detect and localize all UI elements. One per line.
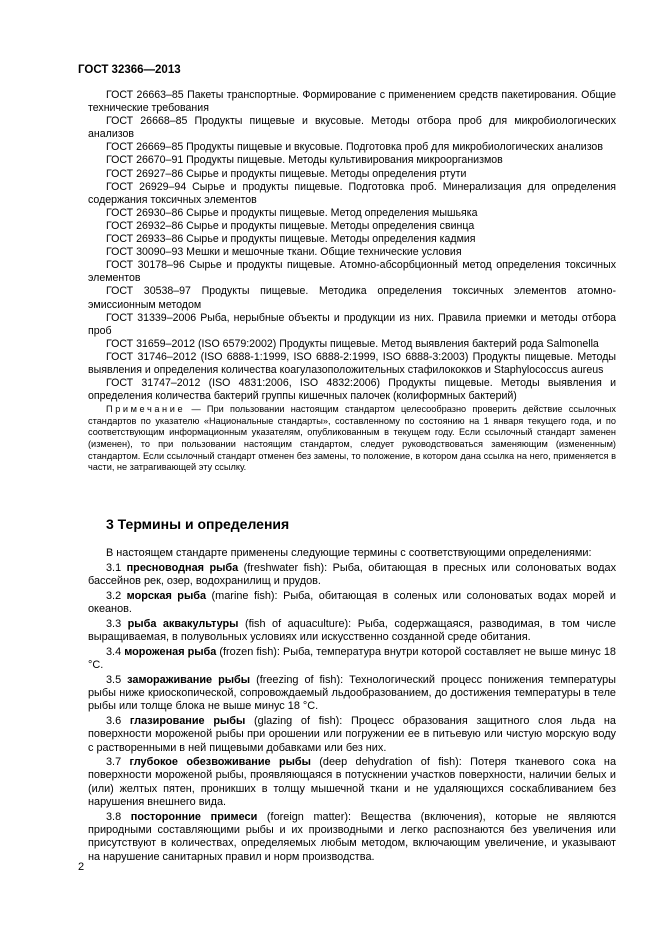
page-number: 2 bbox=[78, 861, 85, 873]
term-name: мороженая рыба bbox=[124, 645, 217, 658]
term-item bbox=[88, 646, 616, 673]
term-number: 3.8 bbox=[106, 810, 122, 823]
term-number: 3.3 bbox=[106, 617, 122, 630]
term-name: пресноводная рыба bbox=[126, 561, 239, 574]
reference-item: ГОСТ 31659–2012 (ISO 6579:2002) Продукты пищевые. Метод выявления бактерий рода Salmonella bbox=[106, 337, 599, 350]
term-definition: (foreign matter): Вещества (включения), которые не являются природными составляющими рыбы и их производными и легко распознаются без увеличения или присутствуют в количествах, определяемых любым методом, включающим увеличение, и указывают на нарушение санитарных правил и норм производства. bbox=[88, 810, 616, 863]
reference-item: ГОСТ 26670–91 Продукты пищевые. Методы культивирования микроорганизмов bbox=[106, 154, 503, 167]
document-header: ГОСТ 32366—2013 bbox=[78, 64, 181, 76]
term-name: глазирование рыбы bbox=[129, 714, 246, 727]
term-definition: (frozen fish): Рыба, температура внутри которой составляет не выше минус 18 °С. bbox=[88, 645, 616, 671]
term-item bbox=[88, 715, 616, 755]
normative-references-list bbox=[88, 89, 616, 474]
term-item bbox=[88, 562, 616, 589]
term-definition: (deep dehydration of fish): Потеря тканевого сока на поверхности мороженой рыбы, проявляющаяся в потускнении участков поверхности, наличии белых и (или) желтых пятен, проникших в толщу мышечной ткани и не удаляющихся соскабливанием без нарушения внешнего вида. bbox=[88, 756, 616, 809]
term-definition: (fish of aquaculture): Рыба, содержащаяся, разводимая, в том числе выращиваемая, в полувольных условиях или искусственно созданной среде обитания. bbox=[88, 617, 616, 643]
term-number: 3.5 bbox=[106, 673, 122, 686]
terms-section bbox=[88, 547, 616, 864]
term-item bbox=[88, 756, 616, 809]
reference-item: ГОСТ 31339–2006 Рыба, нерыбные объекты и продукции из них. Правила приемки и методы отбора проб bbox=[88, 311, 616, 337]
reference-item: ГОСТ 26663–85 Пакеты транспортные. Формирование с применением средств пакетирования. Общие технические требования bbox=[88, 89, 616, 115]
reference-item: ГОСТ 26933–86 Сырье и продукты пищевые. Методы определения кадмия bbox=[106, 233, 476, 246]
term-item bbox=[88, 590, 616, 617]
term-item bbox=[88, 618, 616, 645]
term-number: 3.2 bbox=[106, 589, 122, 602]
reference-item: ГОСТ 30090–93 Мешки и мешочные ткани. Общие технические условия bbox=[106, 246, 462, 259]
term-number: 3.7 bbox=[106, 756, 122, 769]
term-name: рыба аквакультуры bbox=[127, 617, 239, 630]
note-label: Примечание bbox=[106, 404, 186, 415]
term-definition: (marine fish): Рыба, обитающая в соленых или солоноватых водах морей и океанов. bbox=[88, 589, 616, 615]
section-intro: В настоящем стандарте применены следующие термины с соответствующими определениями: bbox=[106, 547, 592, 559]
reference-item: ГОСТ 30178–96 Сырье и продукты пищевые. Атомно-абсорбционный метод определения токсичных элементов bbox=[88, 259, 616, 285]
term-number: 3.1 bbox=[106, 561, 122, 574]
note-text: — При пользовании настоящим стандартом целесообразно проверить действие ссылочных стандартов по указателю «Национальные стандарты», составленному по состоянию на 1 января текущего года, и по соответствующим информационным указателям, опубликованным в текущем году. Если ссылочный стандарт заменен (изменен), то при пользовании настоящим стандартом, следует руководствоваться заменяющим (измененным) стандартом. Если ссылочный стандарт отменен без замены, то положение, в котором дана ссылка на него, применяется в части, не затрагивающей эту ссылку. bbox=[88, 404, 616, 473]
term-number: 3.4 bbox=[106, 645, 122, 658]
term-name: замораживание рыбы bbox=[127, 673, 251, 686]
term-item bbox=[88, 674, 616, 714]
reference-item: ГОСТ 26668–85 Продукты пищевые и вкусовые. Методы отбора проб для микробиологических анализов bbox=[88, 115, 616, 141]
term-number: 3.6 bbox=[106, 714, 122, 727]
term-name: глубокое обезвоживание рыбы bbox=[129, 756, 311, 769]
reference-item: ГОСТ 26669–85 Продукты пищевые и вкусовые. Подготовка проб для микробиологических анализов bbox=[106, 141, 603, 154]
reference-item: ГОСТ 26930–86 Сырье и продукты пищевые. Метод определения мышьяка bbox=[106, 206, 478, 219]
reference-item: ГОСТ 26927–86 Сырье и продукты пищевые. Методы определения ртути bbox=[106, 167, 467, 180]
reference-item: ГОСТ 31747–2012 (ISO 4831:2006, ISO 4832:2006) Продукты пищевые. Методы выявления и определения количества бактерий группы кишечных палочек (колиформных бактерий) bbox=[88, 377, 616, 403]
term-definition: (glazing of fish): Процесс образования защитного слоя льда на поверхности мороженой рыбы при орошении или погружении ее в питьевую или чистую морскую воду с растворенными в ней пищевыми добавками или без них. bbox=[88, 714, 616, 754]
reference-item: ГОСТ 30538–97 Продукты пищевые. Методика определения токсичных элементов атомно-эмиссионным методом bbox=[88, 285, 616, 311]
references-note bbox=[88, 404, 616, 474]
reference-item: ГОСТ 31746–2012 (ISO 6888-1:1999, ISO 6888-2:1999, ISO 6888-3:2003) Продукты пищевые. Методы выявления и определения количества коагулазоположительных стафилококков и Staphylococcus aureus bbox=[88, 350, 616, 376]
term-definition: (freezing of fish): Технологический процесс понижения температуры рыбы ниже криоскопической, сопровождаемый льдообразованием, до достижения температуры в теле рыбы или толще блока не выше минус 18 °С. bbox=[88, 673, 616, 713]
reference-item: ГОСТ 26932–86 Сырье и продукты пищевые. Методы определения свинца bbox=[106, 219, 475, 232]
term-name: морская рыба bbox=[126, 589, 207, 602]
section-title: 3 Термины и определения bbox=[106, 516, 290, 532]
term-item bbox=[88, 811, 616, 864]
term-definition: (freshwater fish): Рыба, обитающая в пресных или солоноватых водах бассейнов рек, озер, водохранилищ и прудов. bbox=[88, 561, 617, 587]
reference-item: ГОСТ 26929–94 Сырье и продукты пищевые. Подготовка проб. Минерализация для определения содержания токсичных элементов bbox=[88, 180, 616, 206]
term-name: посторонние примеси bbox=[130, 810, 258, 823]
